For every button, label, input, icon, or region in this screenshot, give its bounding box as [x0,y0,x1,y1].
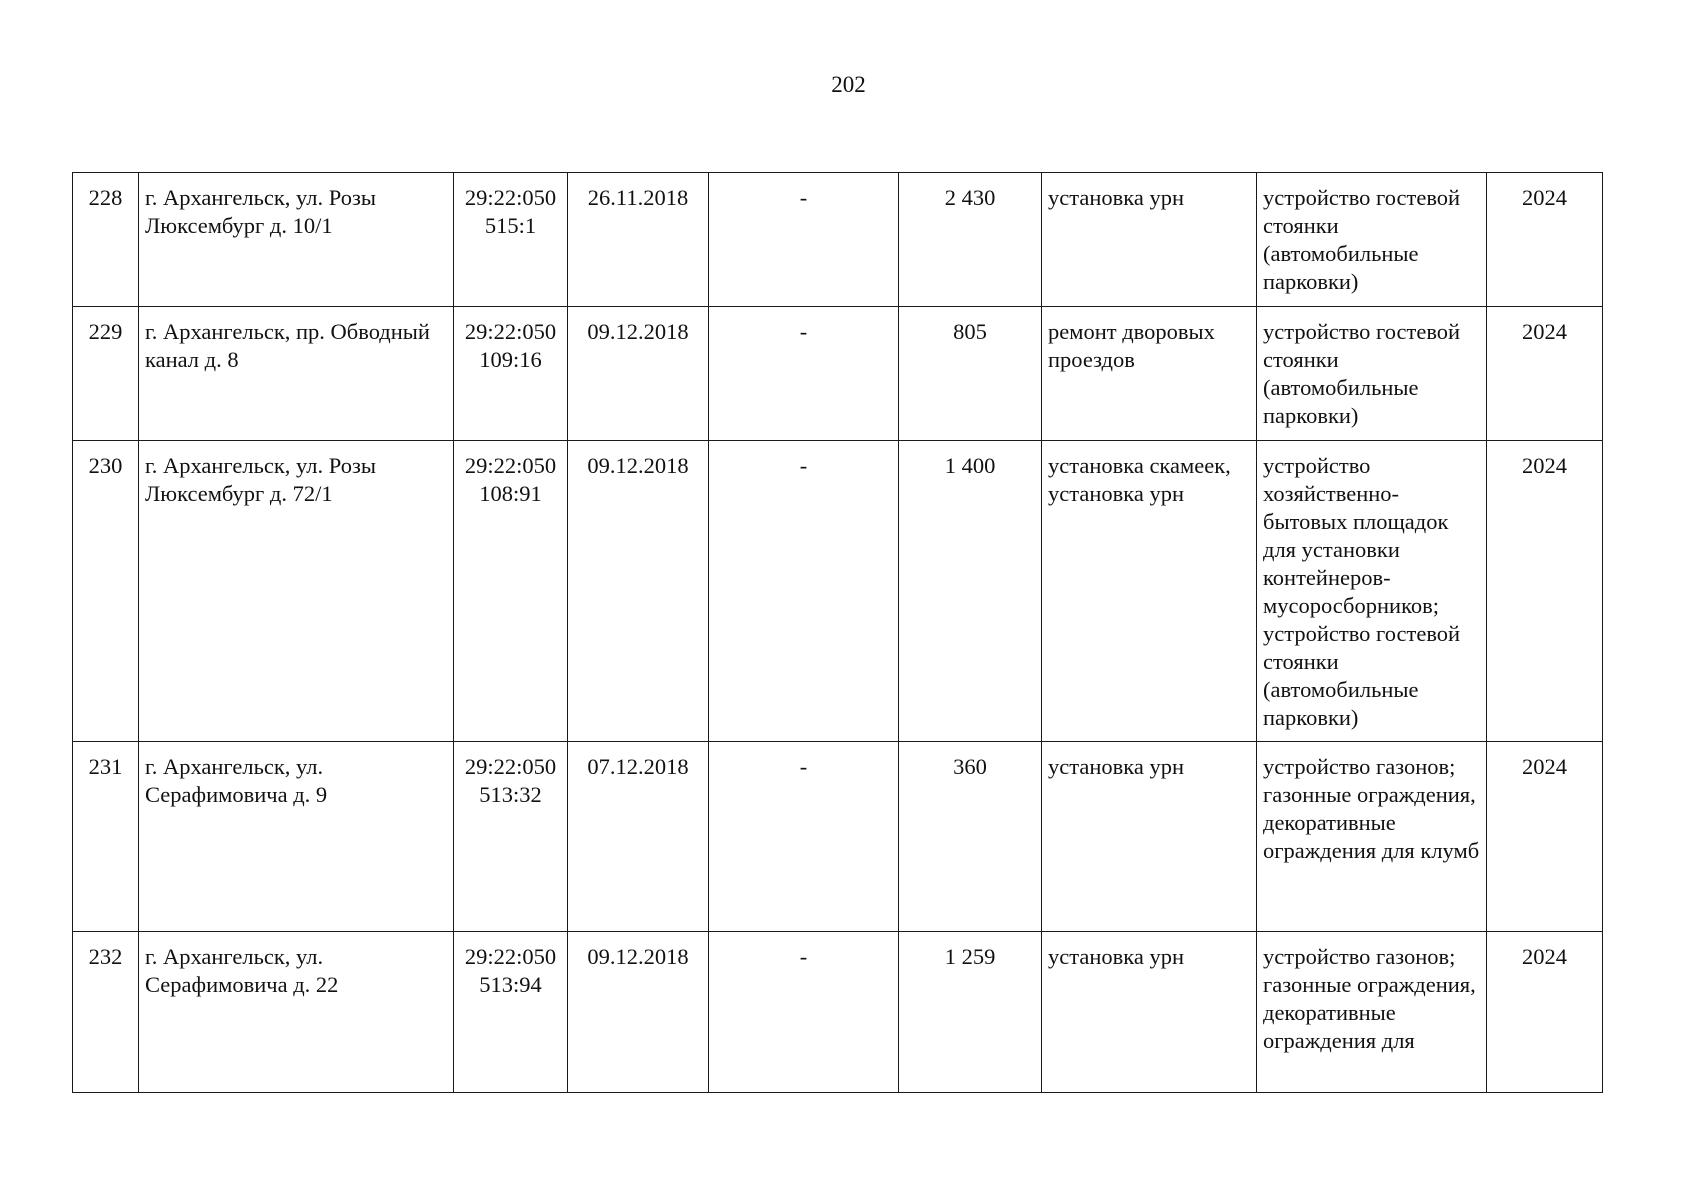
additional-works-cell: устройство газонов; газонные ограждения, декоративные ограждения для клумб [1257,742,1487,932]
improvement-table [72,172,1603,1093]
cadastral-part-1: 29:22:050 [464,185,557,210]
table-row [73,307,1603,441]
table-row [73,441,1603,742]
works-cell: установка урн [1042,742,1257,932]
empty-value-cell: - [709,441,899,742]
date-cell: 09.12.2018 [568,307,709,441]
cadastral-part-2: 108:91 [479,481,542,506]
cadastral-number-cell [454,173,568,307]
works-cell: установка урн [1042,932,1257,1093]
area-cell: 1 259 [899,932,1042,1093]
cadastral-part-1: 29:22:050 [464,754,557,779]
date-cell: 07.12.2018 [568,742,709,932]
empty-value-cell: - [709,307,899,441]
table-row [73,173,1603,307]
year-cell: 2024 [1487,932,1603,1093]
row-number: 231 [73,742,139,932]
address-cell: г. Архангельск, ул. Розы Люксембург д. 72/1 [139,441,454,742]
cadastral-part-1: 29:22:050 [464,453,557,478]
additional-works-cell: устройство гостевой стоянки (автомобильные парковки) [1257,173,1487,307]
cadastral-part-1: 29:22:050 [464,319,557,344]
address-cell: г. Архангельск, пр. Обводный канал д. 8 [139,307,454,441]
page-number: 202 [831,72,866,97]
row-number: 232 [73,932,139,1093]
year-cell: 2024 [1487,441,1603,742]
table-row [73,932,1603,1093]
year-cell: 2024 [1487,742,1603,932]
cadastral-part-2: 513:94 [479,972,542,997]
area-cell: 1 400 [899,441,1042,742]
empty-value-cell: - [709,932,899,1093]
cadastral-number-cell [454,742,568,932]
date-cell: 26.11.2018 [568,173,709,307]
cadastral-part-1: 29:22:050 [464,944,557,969]
works-cell: ремонт дворовых проездов [1042,307,1257,441]
address-cell: г. Архангельск, ул. Серафимовича д. 9 [139,742,454,932]
year-cell: 2024 [1487,307,1603,441]
cadastral-number-cell [454,441,568,742]
row-number: 229 [73,307,139,441]
date-cell: 09.12.2018 [568,932,709,1093]
cadastral-part-2: 515:1 [484,213,537,238]
cadastral-number-cell [454,307,568,441]
address-cell: г. Архангельск, ул. Серафимовича д. 22 [139,932,454,1093]
year-cell: 2024 [1487,173,1603,307]
row-number: 228 [73,173,139,307]
works-cell: установка урн [1042,173,1257,307]
address-cell: г. Архангельск, ул. Розы Люксембург д. 10/1 [139,173,454,307]
cadastral-part-2: 109:16 [479,347,542,372]
works-cell: установка скамеек, установка урн [1042,441,1257,742]
additional-works-cell: устройство гостевой стоянки (автомобильные парковки) [1257,307,1487,441]
area-cell: 360 [899,742,1042,932]
cadastral-number-cell [454,932,568,1093]
area-cell: 805 [899,307,1042,441]
table-row [73,742,1603,932]
empty-value-cell: - [709,173,899,307]
additional-works-cell: устройство газонов; газонные ограждения, декоративные ограждения для [1257,932,1487,1093]
empty-value-cell: - [709,742,899,932]
row-number: 230 [73,441,139,742]
date-cell: 09.12.2018 [568,441,709,742]
area-cell: 2 430 [899,173,1042,307]
additional-works-cell: устройство хозяйственно-бытовых площадок для установки контейнеров-мусоросборников; устройство гостевой стоянки (автомобильные парковки) [1257,441,1487,742]
cadastral-part-2: 513:32 [479,782,542,807]
